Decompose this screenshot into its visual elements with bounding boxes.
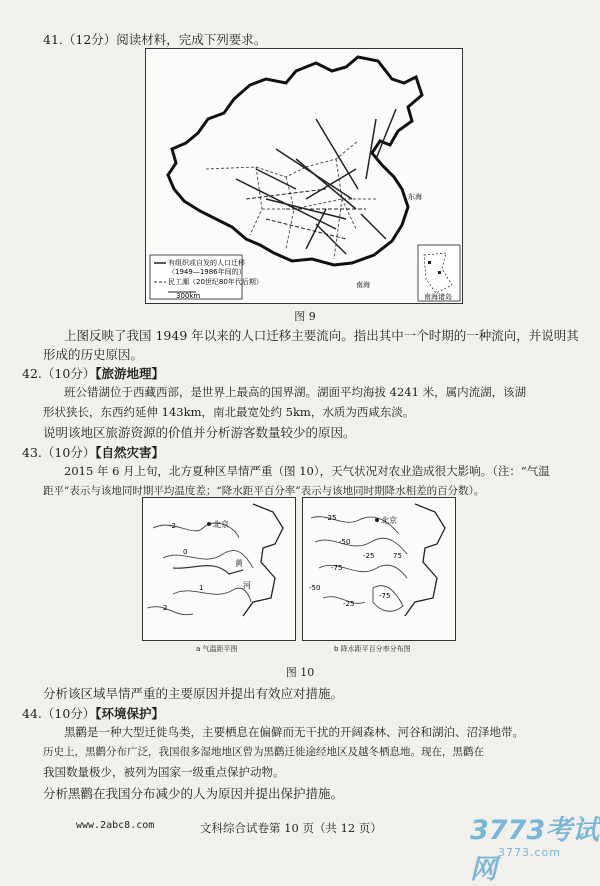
svg-text:-50: -50 bbox=[339, 538, 351, 546]
svg-text:0: 0 bbox=[183, 548, 188, 556]
svg-text:300km: 300km bbox=[176, 292, 201, 300]
svg-text:有组织或自发的人口迁移: 有组织或自发的人口迁移 bbox=[168, 259, 245, 267]
q42-text-line3: 说明该地区旅游资源的价值并分析游客数量较少的原因。 bbox=[43, 425, 356, 440]
fig10a-label: a 气温距平图 bbox=[196, 645, 238, 653]
svg-text:2: 2 bbox=[163, 604, 168, 612]
q41-header: 41.（12分）阅读材料，完成下列要求。 bbox=[43, 32, 267, 47]
q41-text-line2: 形成的历史原因。 bbox=[43, 347, 144, 362]
svg-text:-50: -50 bbox=[309, 584, 321, 592]
watermark-logo: 3773考试网 bbox=[470, 815, 600, 885]
precipitation-anomaly-map bbox=[302, 497, 456, 641]
q42-text-line1: 班公错湖位于西藏西部，是世界上最高的国界湖。湖面平均海拔 4241 米，属内流湖，该湖 bbox=[64, 385, 527, 399]
svg-text:（1949—1986年间的）: （1949—1986年间的） bbox=[168, 268, 246, 276]
svg-text:黄: 黄 bbox=[235, 559, 243, 568]
q43-text-line1: 2015 年 6 月上旬，北方夏种区旱情严重（图 10），天气状况对农业造成很大影响。（注：“气温 bbox=[64, 464, 550, 478]
figure10-caption: 图 10 bbox=[285, 666, 315, 679]
q44-header: 44.（10分）【环境保护】 bbox=[22, 706, 165, 721]
svg-text:-75: -75 bbox=[331, 564, 343, 572]
q43-task: 分析该区域旱情严重的主要原因并提出有效应对措施。 bbox=[43, 686, 344, 701]
q44-text-line2: 历史上，黑鹳分布广泛，我国很多湿地地区曾为黑鹳迁徙途经地区及越冬栖息地。现在，黑鹳在 bbox=[43, 746, 484, 758]
q43-text-line2: 距平”表示与该地同时期平均温度差；“降水距平百分率”表示与该地同时期降水相差的百分数）。 bbox=[43, 485, 485, 497]
fig10b-city: 北京 bbox=[381, 516, 397, 525]
temperature-anomaly-map bbox=[142, 497, 296, 641]
label-nanhai: 南海 bbox=[356, 281, 370, 289]
svg-text:1: 1 bbox=[199, 584, 204, 592]
china-migration-map bbox=[145, 48, 463, 304]
q44-task: 分析黑鹳在我国分布减少的人为原因并提出保护措施。 bbox=[43, 786, 344, 801]
q42-text-line2: 形状狭长，东西约延伸 143km，南北最宽处约 5km，水质为西咸东淡。 bbox=[43, 405, 415, 419]
svg-text:-2: -2 bbox=[169, 522, 176, 530]
watermark-subtitle: 3773.com bbox=[498, 846, 561, 859]
svg-text:-75: -75 bbox=[379, 592, 391, 600]
svg-text:-25: -25 bbox=[363, 552, 375, 560]
svg-text:-25: -25 bbox=[343, 600, 355, 608]
fig10b-label: b 降水距平百分率分布图 bbox=[334, 645, 411, 653]
svg-text:民工潮（20世纪80年代后期）: 民工潮（20世纪80年代后期） bbox=[168, 278, 263, 286]
fig10a-city: 北京 bbox=[213, 520, 229, 529]
footer-site-left[interactable]: www.2abc8.com bbox=[76, 820, 155, 831]
figure9-caption: 图 9 bbox=[294, 310, 316, 323]
svg-text:-25: -25 bbox=[325, 514, 337, 522]
svg-text:南海诸岛: 南海诸岛 bbox=[424, 293, 452, 301]
label-donghai: 东海 bbox=[408, 193, 422, 201]
svg-text:河: 河 bbox=[243, 581, 251, 590]
footer-page-number: 文科综合试卷第 10 页（共 12 页） bbox=[200, 821, 382, 835]
q41-text-line1: 上图反映了我国 1949 年以来的人口迁移主要流向。指出其中一个时期的一种流向，并说明其 bbox=[64, 328, 579, 343]
map-legend bbox=[150, 255, 263, 300]
q42-header: 42.（10分）【旅游地理】 bbox=[22, 366, 165, 381]
q43-header: 43.（10分）【自然灾害】 bbox=[22, 445, 165, 460]
south-china-sea-inset bbox=[418, 245, 460, 301]
svg-text:75: 75 bbox=[393, 552, 402, 560]
q44-text-line1: 黑鹳是一种大型迁徙鸟类，主要栖息在偏僻而无干扰的开阔森林、河谷和湖泊、沼泽地带。 bbox=[64, 725, 524, 739]
q44-text-line3: 我国数量极少，被列为国家一级重点保护动物。 bbox=[43, 765, 285, 779]
